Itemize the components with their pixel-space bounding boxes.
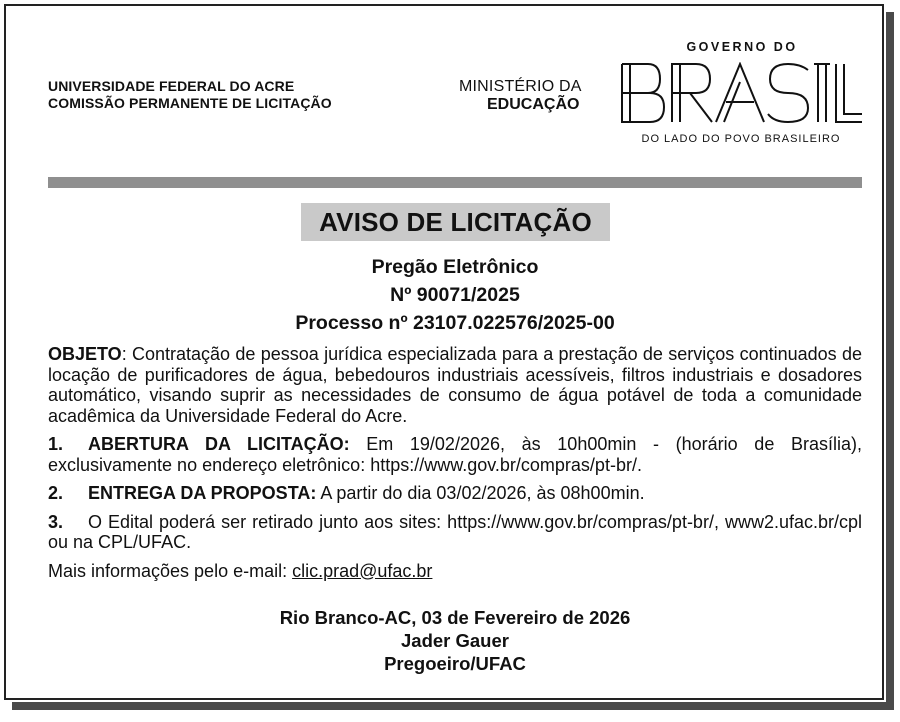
institution-name: UNIVERSIDADE FEDERAL DO ACRE xyxy=(48,78,295,94)
item-edital-number: 3. xyxy=(48,511,64,532)
objeto-text: : Contratação de pessoa jurídica especializada para a prestação de serviços continuados de locação de purificadores de água, bebedouros industriais acessíveis, filtros industriais e dosadores automático, visando suprir as necessidades de consumo de água potável de toda a comunidade acadêmica da Universidade Federal do Acre. xyxy=(48,344,862,426)
frame-shadow-right xyxy=(886,12,894,710)
item-opening xyxy=(48,434,862,475)
item-proposal-label: ENTREGA DA PROPOSTA: xyxy=(88,483,317,503)
notice-modality: Pregão Eletrônico xyxy=(371,256,539,278)
item-edital xyxy=(48,512,862,553)
ministry-education: EDUCAÇÃO xyxy=(487,96,580,113)
signatory-role: Pregoeiro/UFAC xyxy=(384,653,526,674)
notice-number: Nº 90071/2025 xyxy=(390,284,520,306)
institution-block xyxy=(48,78,332,112)
item-edital-text: O Edital poderá ser retirado junto aos sites: https://www.gov.br/compras/pt-br/, www2.ufac.br/cpl ou na CPL/UFAC. xyxy=(48,511,862,552)
notice-title: AVISO DE LICITAÇÃO xyxy=(301,203,610,241)
notice-process: Processo nº 23107.022576/2025-00 xyxy=(295,312,615,334)
item-opening-number: 1. xyxy=(48,434,64,454)
commission-name: COMISSÃO PERMANENTE DE LICITAÇÃO xyxy=(48,95,332,111)
info-paragraph xyxy=(48,561,862,582)
gov-logo-top-text: GOVERNO DO xyxy=(686,40,798,54)
contact-email-link[interactable]: clic.prad@ufac.br xyxy=(292,560,433,581)
header-divider xyxy=(48,177,862,188)
gov-slogan: DO LADO DO POVO BRASILEIRO xyxy=(641,133,841,145)
item-proposal-number: 2. xyxy=(48,483,64,503)
notice-headings xyxy=(48,253,862,337)
signature-block xyxy=(48,606,862,675)
place-date: Rio Branco-AC, 03 de Fevereiro de 2026 xyxy=(279,607,631,628)
notice-body xyxy=(48,344,862,589)
gov-brasil-logo xyxy=(620,62,864,126)
item-opening-text: Em 19/02/2026, às 10h00min - (horário de Brasília), exclusivamente no endereço eletrônico: https://www.gov.br/compras/pt-br/. xyxy=(48,434,862,475)
frame-shadow-bottom xyxy=(12,702,894,710)
info-text: Mais informações pelo e-mail: xyxy=(48,560,293,581)
ministry-logo xyxy=(459,78,582,114)
item-opening-label: ABERTURA DA LICITAÇÃO: xyxy=(88,434,350,454)
signatory-name: Jader Gauer xyxy=(401,630,509,651)
item-proposal xyxy=(48,483,862,504)
ministry-label: MINISTÉRIO DA xyxy=(459,78,582,95)
objeto-label: OBJETO xyxy=(48,344,122,364)
objeto-paragraph xyxy=(48,344,862,426)
item-proposal-text: A partir do dia 03/02/2026, às 08h00min. xyxy=(316,483,645,503)
